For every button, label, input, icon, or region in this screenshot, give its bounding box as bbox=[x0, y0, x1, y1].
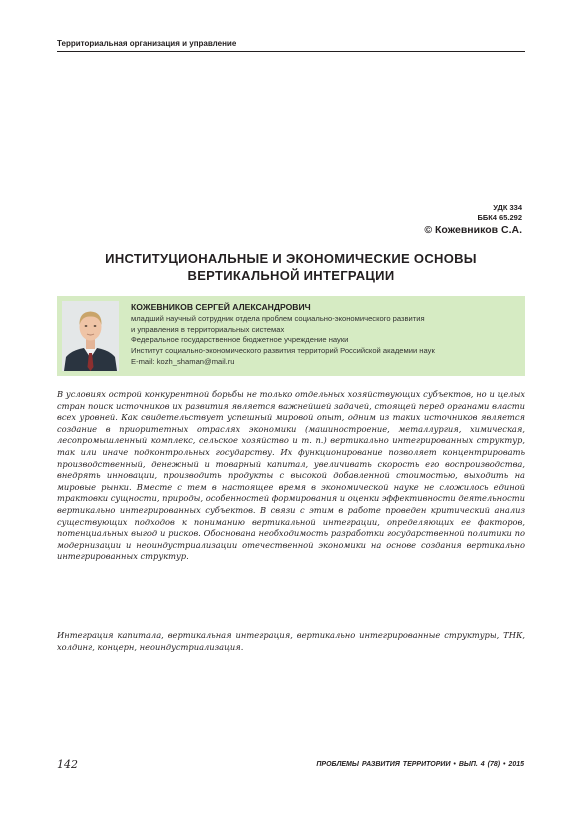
page-number: 142 bbox=[57, 758, 78, 771]
classification-codes bbox=[477, 203, 522, 223]
author-photo bbox=[62, 301, 119, 371]
copyright-line: © Кожевников С.А. bbox=[424, 224, 522, 236]
author-position: младший научный сотрудник отдела проблем социально-экономического развития bbox=[131, 313, 425, 323]
author-name: КОЖЕВНИКОВ СЕРГЕЙ АЛЕКСАНДРОВИЧ bbox=[131, 302, 311, 312]
author-info-box bbox=[57, 296, 525, 376]
author-details bbox=[131, 302, 521, 368]
udc-code: УДК 334 bbox=[493, 203, 522, 212]
bbk-code: ББК4 65.292 bbox=[477, 213, 522, 222]
author-portrait-image bbox=[62, 301, 119, 371]
keywords-text: Интеграция капитала, вертикальная интеграция, вертикально интегрированные структуры, ТНК, холдинг, концерн, неоиндустриализация. bbox=[57, 630, 525, 652]
article-title: ИНСТИТУЦИОНАЛЬНЫЕ И ЭКОНОМИЧЕСКИЕ ОСНОВЫ ВЕРТИКАЛЬНОЙ ИНТЕГРАЦИИ bbox=[105, 251, 477, 283]
abstract-text: В условиях острой конкурентной борьбы не только отдельных хозяйствующих субъектов, но и целых стран поиск источников их развития является важнейшей задачей, стоящей перед органами власти всех уровней. Как свидетельствует успешный мировой опыт, одним из таких источников является создание в приоритетных отраслях экономики (машиностроение, металлургия, химическая, лесопромышленный комплекс, сельское хозяйство и т. п.) вертикально интегрированных структур, так или иначе подконтрольных государству. Их функционирование позволяет концентрировать производственный, денежный и товарный капитал, увеличивать скорость его воспроизводства, внедрять инновации, производить продукты с высокой добавленной стоимостью, выходить на мировые рынки. Вместе с тем в настоящее время в экономической науке не сложилось единой трактовки сущности, природы, особенностей формирования и оценки эффективности деятельности вертикально интегрированных субъектов. В связи с этим в работе проведен критический анализ существующих подходов к пониманию вертикальной интеграции, определяющих ее факторов, потенциальных выгод и рисков. Обоснована необходимость разработки государственной политики по модернизации и неоиндустриализации отечественной экономики на основе создания вертикально интегрированных структур. bbox=[57, 389, 525, 562]
author-email[interactable]: E-mail: kozh_shaman@mail.ru bbox=[131, 356, 235, 366]
author-position-continued: и управления в территориальных системах bbox=[131, 324, 285, 334]
footer-journal-info: ПРОБЛЕМЫ РАЗВИТИЯ ТЕРРИТОРИИ • ВЫП. 4 (78) • 2015 bbox=[316, 761, 524, 768]
section-header: Территориальная организация и управление bbox=[57, 39, 525, 52]
author-organization-name: Институт социально-экономического развития территорий Российской академии наук bbox=[131, 346, 435, 356]
author-organization-type: Федеральное государственное бюджетное учреждение науки bbox=[131, 335, 349, 345]
